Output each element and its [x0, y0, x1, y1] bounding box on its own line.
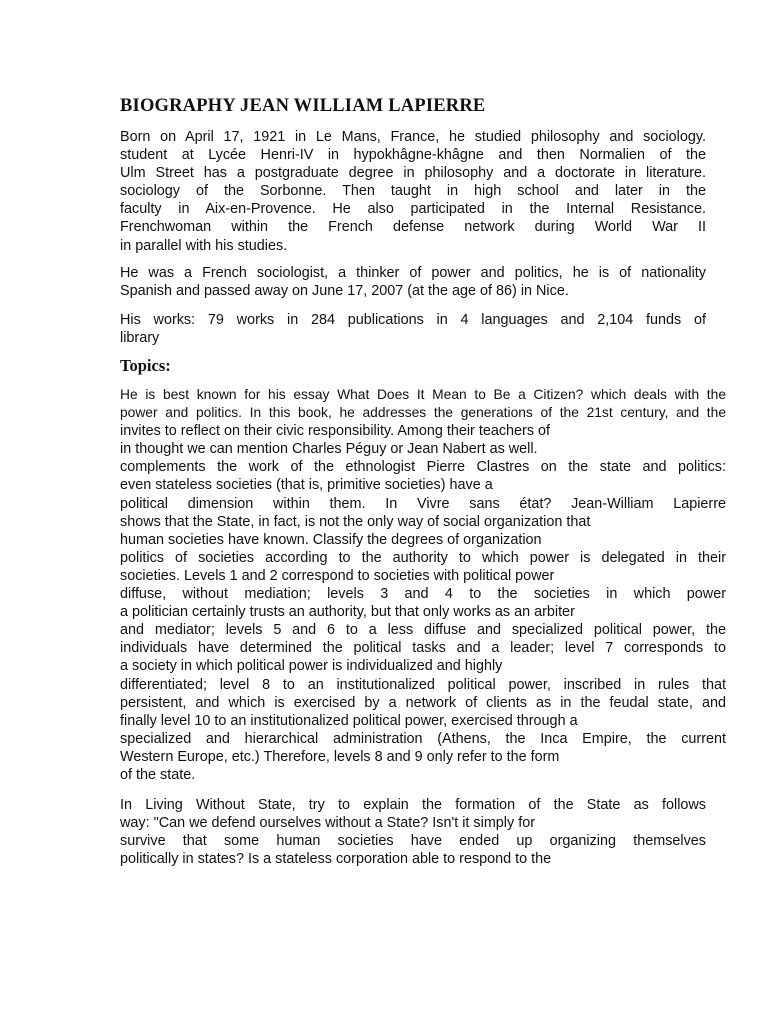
text-line: Ulm Street has a postgraduate degree in philosophy and a doctorate in literature.: [120, 165, 706, 182]
text-line: Frenchwoman within the French defense network during World War II: [120, 219, 706, 236]
text-line: specialized and hierarchical administration (Athens, the Inca Empire, the current: [120, 730, 726, 747]
paragraph-works: [120, 311, 706, 347]
text-line: political dimension within them. In Vivre sans état? Jean-William Lapierre: [120, 495, 726, 512]
paragraph-living-without-state: [120, 796, 706, 868]
paragraph-topics: [120, 386, 726, 784]
text-line: diffuse, without mediation; levels 3 and 4 to the societies in which power: [120, 586, 726, 603]
text-line: human societies have known. Classify the degrees of organization: [120, 531, 542, 548]
text-line: sociology of the Sorbonne. Then taught in high school and later in the: [120, 183, 706, 200]
text-line: way: "Can we defend ourselves without a State? Isn't it simply for: [120, 815, 535, 832]
text-line: shows that the State, in fact, is not the only way of social organization that: [120, 513, 591, 530]
text-line: in parallel with his studies.: [120, 237, 288, 254]
text-line: politics of societies according to the authority to which power is delegated in their: [120, 549, 726, 566]
text-line: finally level 10 to an institutionalized political power, exercised through a: [120, 712, 578, 729]
text-line: differentiated; level 8 to an institutionalized political power, inscribed in rules that: [120, 676, 726, 693]
text-line: societies. Levels 1 and 2 correspond to societies with political power: [120, 567, 555, 584]
text-line: invites to reflect on their civic responsibility. Among their teachers of: [120, 423, 551, 440]
text-line: persistent, and which is exercised by a network of clients as in the feudal state, and: [120, 694, 726, 711]
text-line: library: [120, 330, 160, 347]
text-line: complements the work of the ethnologist Pierre Clastres on the state and politics:: [120, 459, 726, 476]
text-line: individuals have determined the political tasks and a leader; level 7 corresponds to: [120, 640, 726, 657]
text-line: He was a French sociologist, a thinker of power and politics, he is of nationality: [120, 265, 706, 281]
paragraph-sociologist: [120, 264, 706, 300]
topics-heading: Topics:: [120, 356, 171, 375]
text-line: in thought we can mention Charles Péguy or Jean Nabert as well.: [120, 441, 538, 458]
text-line: Spanish and passed away on June 17, 2007 (at the age of 86) in Nice.: [120, 283, 569, 300]
text-line: student at Lycée Henri-IV in hypokhâgne-khâgne and then Normalien of the: [120, 147, 706, 164]
text-line: even stateless societies (that is, primitive societies) have a: [120, 477, 493, 494]
text-line: a society in which political power is individualized and highly: [120, 658, 503, 675]
paragraph-birth: [120, 128, 706, 255]
text-line: He is best known for his essay What Does It Mean to Be a Citizen? which deals with the: [120, 387, 726, 402]
document-title: BIOGRAPHY JEAN WILLIAM LAPIERRE: [120, 96, 486, 116]
text-line: and mediator; levels 5 and 6 to a less diffuse and specialized political power, the: [120, 622, 726, 639]
text-line: politically in states? Is a stateless corporation able to respond to the: [120, 851, 552, 868]
text-line: survive that some human societies have ended up organizing themselves: [120, 833, 706, 850]
text-line: In Living Without State, try to explain the formation of the State as follows: [120, 797, 706, 813]
text-line: of the state.: [120, 766, 196, 783]
text-line: power and politics. In this book, he addresses the generations of the 21st century, and the: [120, 405, 726, 421]
text-line: Born on April 17, 1921 in Le Mans, France, he studied philosophy and sociology.: [120, 129, 706, 145]
text-line: His works: 79 works in 284 publications in 4 languages and 2,104 funds of: [120, 312, 706, 328]
text-line: faculty in Aix-en-Provence. He also participated in the Internal Resistance.: [120, 201, 706, 218]
text-line: a politician certainly trusts an authority, but that only works as an arbiter: [120, 604, 575, 621]
text-line: Western Europe, etc.) Therefore, levels 8 and 9 only refer to the form: [120, 748, 560, 765]
